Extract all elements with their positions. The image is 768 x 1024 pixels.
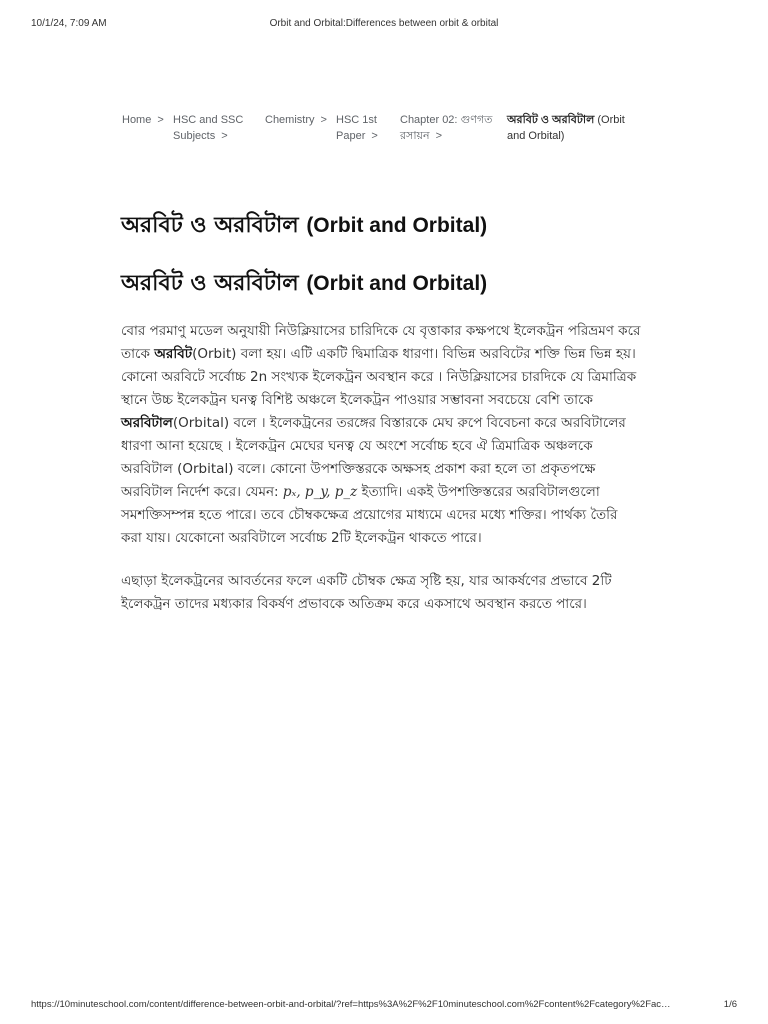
print-page-title: Orbit and Orbital:Differences between orbit & orbital	[269, 18, 499, 29]
print-footer	[31, 999, 737, 1013]
breadcrumb-current-en-2: and Orbital)	[507, 130, 565, 142]
breadcrumb-label: Subjects	[173, 130, 216, 142]
paragraph-text: (Orbital) বলে । ইলেকট্রনের তরঙ্গের বিস্তারকে মেঘ রুপে বিবেচনা করে অরবিটালের ধারণা আনা হয়েছে । ইলেকট্রন মেঘের ঘনত্ব যে অংশে সর্বোচ্চ হবে ঐ ত্রিমাত্রিক অঞ্চলকে অরবিটাল (Orbital) বলে। কোনো উপশক্তিস্তরকে অক্ষসহ প্রকাশ করা হলে তা প্রকৃতপক্ষে অরবিটাল নির্দেশ করে। যেমন:	[121, 415, 626, 500]
breadcrumb-label: HSC 1st	[336, 114, 377, 126]
section-heading-bn: অরবিট ও অরবিটাল	[121, 271, 307, 296]
breadcrumb-separator: >	[157, 114, 164, 126]
breadcrumb-item-hsc-1st-paper[interactable]	[336, 112, 400, 144]
math-orbitals-px-py-pz: pₓ, p_y, p_z	[282, 484, 358, 500]
print-header	[31, 18, 737, 32]
page-title-bn: অরবিট ও অরবিটাল	[121, 213, 307, 238]
breadcrumb-label: HSC and SSC	[173, 114, 244, 126]
paragraph-text: বোর পরমাণু মডেল অনুযায়ী নিউক্লিয়াসের চারিদিকে যে বৃত্তাকার কক্ষপথে ইলেকট্রন পরিভ্রমণ করে তাকে	[121, 323, 641, 362]
breadcrumb-separator: >	[320, 114, 327, 126]
breadcrumb-link-chemistry[interactable]: Chemistry	[265, 114, 315, 126]
section-heading	[121, 266, 487, 303]
print-date: 10/1/24, 7:09 AM	[31, 18, 107, 29]
paragraph-text: ইত্যাদি। একই উপশক্তিস্তরের অরবিটালগুলো সমশক্তিসম্পন্ন হতে পারে। তবে চৌম্বকক্ষেত্র প্রয়োগের মাধ্যমে এদের মধ্যে শক্তির। পার্থক্য তৈরি করা যায়। যেকোনো অরবিটালে সর্বোচ্চ 2টি ইলেকট্রন থাকতে পারে।	[121, 484, 618, 546]
page-title-en: (Orbit and Orbital)	[306, 214, 488, 237]
breadcrumb-item-hsc-ssc-subjects[interactable]	[173, 112, 265, 144]
breadcrumb-link-chapter-02[interactable]	[400, 112, 492, 144]
paragraph-orbit-orbital	[121, 320, 641, 550]
breadcrumb-item-chemistry[interactable]	[265, 112, 336, 128]
breadcrumb-label: রসায়ন	[400, 130, 430, 142]
page-title	[121, 208, 487, 245]
bold-term-orbit: অরবিট	[154, 346, 193, 362]
breadcrumb-separator: >	[221, 130, 228, 142]
breadcrumb-current-en-1: (Orbit	[597, 114, 625, 126]
breadcrumb-current-bn: অরবিট ও অরবিটাল	[507, 114, 595, 126]
breadcrumb-label: Chapter 02: গুণগত	[400, 114, 493, 126]
print-page-number: 1/6	[723, 999, 737, 1010]
breadcrumb	[122, 112, 652, 144]
breadcrumb-label: Paper	[336, 130, 366, 142]
breadcrumb-separator: >	[371, 130, 378, 142]
breadcrumb-separator: >	[435, 130, 442, 142]
breadcrumb-link-hsc-1st-paper[interactable]	[336, 112, 388, 144]
breadcrumb-item-current	[507, 112, 647, 144]
paragraph-text: (Orbit) বলা হয়। এটি একটি দ্বিমাত্রিক ধারণা। বিভিন্ন অরবিটের শক্তি ভিন্ন ভিন্ন হয়। কোনো অরবিটে সর্বোচ্চ 2n সংখ্যক ইলেকট্রন অবস্থান করে । নিউক্লিয়াসের চারদিকে যে ত্রিমাত্রিক স্থানে উচ্চ ইলেকট্রন ঘনত্ব বিশিষ্ট অঞ্চলে ইলেকট্রন পাওয়ার সম্ভাবনা সবচেয়ে বেশি তাকে	[121, 346, 637, 408]
paragraph-magnetic-field: এছাড়া ইলেকট্রনের আবর্তনের ফলে একটি চৌম্বক ক্ষেত্র সৃষ্টি হয়, যার আকর্ষণের প্রভাবে 2টি ইলেকট্রন তাদের মধ্যকার বিকর্ষণ প্রভাবকে অতিক্রম করে একসাথে অবস্থান করতে পারে।	[121, 573, 612, 612]
breadcrumb-current-label	[507, 112, 625, 144]
print-url: https://10minuteschool.com/content/difference-between-orbit-and-orbital/?ref=https%3A%2F%2F10minuteschool.com%2Fcontent%2Fcategory%2Fac…	[31, 999, 671, 1010]
section-heading-en: (Orbit and Orbital)	[306, 272, 488, 295]
breadcrumb-link-home[interactable]: Home	[122, 114, 152, 126]
bold-term-orbital: অরবিটাল	[121, 415, 173, 431]
breadcrumb-item-home[interactable]	[122, 112, 173, 128]
breadcrumb-item-chapter-02[interactable]	[400, 112, 507, 144]
breadcrumb-link-hsc-ssc-subjects[interactable]	[173, 112, 243, 144]
article-body	[121, 320, 641, 636]
